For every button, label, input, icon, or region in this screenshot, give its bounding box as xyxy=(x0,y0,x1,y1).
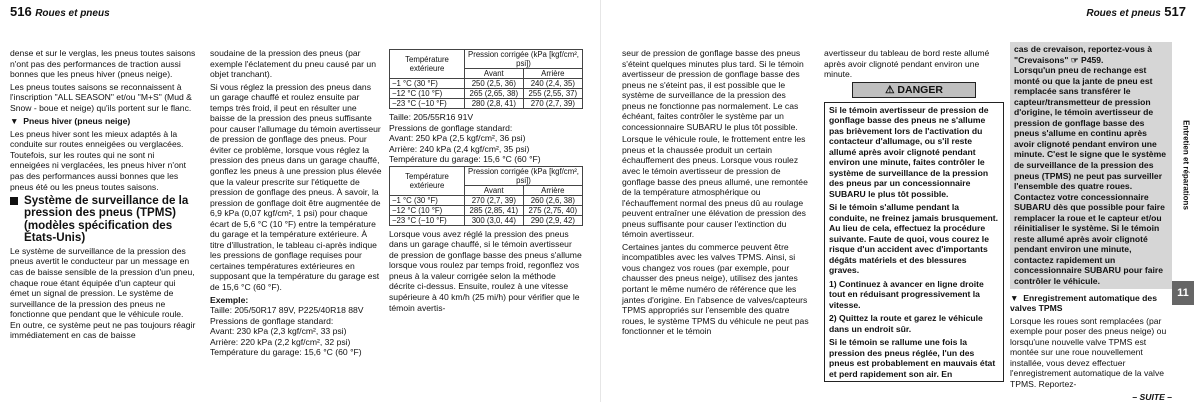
standard-pressure-label: Pressions de gonflage standard: xyxy=(210,315,334,326)
page-gutter xyxy=(600,0,601,402)
table-header-temp: Température extérieure xyxy=(390,50,465,79)
danger-paragraph: Si le témoin se rallume une fois la pression des pneus réglée, l'un des pneus est probablement en mauvais état et perd rapidement son air. En xyxy=(829,337,996,379)
danger-title: ⚠ DANGER xyxy=(852,82,976,98)
continued-marker: – SUITE – xyxy=(1132,391,1172,402)
danger-paragraph: Si le témoin s'allume pendant la conduite, ne freinez jamais brusquement. Au lieu de cela, effectuez la procédure suivante. Faute de quoi, vous courez le risque d'un accident avec d'importants dégâts matériels et des blessures graves. xyxy=(829,202,999,276)
paragraph: Le système de surveillance de la pression des pneus avertit le conducteur par un message en cas de baisse sensible de la pression d'un pneu, chaque roue étant équipée d'un capteur qui émet un signal de pression. Le système de surveillance de la pression des pneus ne fonctionne que pendant que le véhicule roule. En outre, ce système peut ne pas toujours réagir immédiatement en cas de baisse xyxy=(10,245,196,341)
table-header-rear: Arrière xyxy=(523,185,582,195)
table-header-front: Avant xyxy=(465,185,524,195)
subsection-heading: ▼ Enregistrement automatique des valves TPMS xyxy=(1010,292,1157,314)
left-page-number: 516 xyxy=(10,4,32,19)
paragraph: Lorsque le véhicule roule, le frottement entre les pneus et la chaussée produit un certain échauffement des pneus. Lorsque vous roulez avec le témoin avertisseur de pression de gonflage basse des pneus allumé, une remontée de la température atmosphérique ou l'échauffement normal des pneus dû au roulage peuvent entraîner une élévation de pression des pneus suffisante pour causer l'extinction du témoin avertisseur. xyxy=(622,134,808,240)
tire-size: Taille: 205/55R16 91V xyxy=(389,112,474,122)
table-header-pressure: Pression corrigée (kPa [kgf/cm², psi]) xyxy=(465,50,583,69)
table-row: −23 °C (−10 °F) 280 (2,8, 41) 270 (2,7, 39) xyxy=(390,99,583,109)
paragraph: Les pneus hiver sont les mieux adaptés à la conduite sur routes enneigées ou verglacées. Toutefois, sur les routes qui ne sont ni enneigées ni verglacées, les pneus hiver n'ont pas des performances aussi bonnes que les pneus été ou les pneus toutes saisons. xyxy=(10,128,187,192)
table-row: −12 °C (10 °F) 285 (2,85, 41) 275 (2,75, 40) xyxy=(390,205,583,215)
right-page xyxy=(612,0,1200,402)
table-row: −1 °C (30 °F) 250 (2,5, 36) 240 (2,4, 35) xyxy=(390,79,583,89)
paragraph: seur de pression de gonflage basse des pneus s'éteint quelques minutes plus tard. Si le témoin avertisseur de pression de gonflage basse des pneus ne s'éteint pas, il est possible que le système de surveillance de la pression des pneus ne fonctionne pas normalement. Le cas échéant, faites contrôler le système par un concessionnaire SUBARU le plus tôt possible. xyxy=(622,48,804,132)
right-column-3 xyxy=(1010,42,1172,402)
danger-step: 1) Continuez à avancer en ligne droite tout en réduisant progressivement la vitesse. xyxy=(829,278,984,310)
garage-temperature: Température du garage: 15,6 °C (60 °F) xyxy=(389,154,541,165)
chapter-tab: 11 xyxy=(1172,281,1194,305)
right-page-title: Roues et pneus xyxy=(1086,8,1161,19)
front-pressure: Avant: 250 kPa (2,5 kgf/cm², 36 psi) xyxy=(389,133,526,144)
table-header-temp: Température extérieure xyxy=(390,166,465,195)
paragraph: soudaine de la pression des pneus (par exemple l'éclatement du pneu causé par un objet tranchant). xyxy=(210,48,376,80)
table-row: −1 °C (30 °F) 270 (2,7, 39) 260 (2,6, 38) xyxy=(390,195,583,205)
pressure-table-2 xyxy=(389,166,583,226)
danger-box xyxy=(824,102,1004,383)
pressure-table-1 xyxy=(389,49,583,109)
paragraph: avertisseur du tableau de bord reste allumé après avoir clignoté pendant environ une minute. xyxy=(824,48,990,80)
chapter-side-label: Entretien et réparations xyxy=(1181,120,1191,210)
subsection-heading: ▼ Pneus hiver (pneus neige) xyxy=(10,116,131,127)
rear-pressure: Arrière: 220 kPa (2,2 kgf/cm², 32 psi) xyxy=(210,336,351,347)
paragraph: Les pneus toutes saisons se reconnaissent à l'inscription "ALL SEASON" et/ou "M+S" (Mud & Snow - boue et neige) qu'ils portent sur le flanc. xyxy=(10,81,192,113)
right-column-2 xyxy=(824,48,1004,382)
table-header-rear: Arrière xyxy=(523,69,582,79)
table-header-pressure: Pression corrigée (kPa [kgf/cm², psi]) xyxy=(465,166,583,185)
rear-pressure: Arrière: 240 kPa (2,4 kgf/cm², 35 psi) xyxy=(389,143,530,154)
left-column-1 xyxy=(10,48,196,343)
warning-shaded-block: cas de crevaison, reportez-vous à "Crevaisons" ☞ P459. Lorsqu'un pneu de rechange est monté ou que la jante de pneu est remplacée sans transférer le capteur/transmetteur de pression d'origine, le témoin avertisseur de pression de gonflage basse des pneus s'allume en continu après avoir clignoté pendant environ une minute. C'est le signe que le système de surveillance de la pression des pneus (TPMS) ne peut pas surveiller l'ensemble des quatre roues. Contactez votre concessionnaire SUBARU dès que possible pour faire remplacer la roue et le capteur et/ou réinitialiser le système. Si le témoin reste allumé après avoir clignoté pendant environ une minute, contactez rapidement un concessionnaire SUBARU pour faire contrôler le véhicule. xyxy=(1010,42,1172,289)
paragraph: Lorsque les roues sont remplacées (par exemple pour poser des pneus neige) ou lorsqu'une nouvelle valve TPMS est montée sur une roue nouvellement installée, vous devez effectuer l'enregistrement automatique de la valve TPMS. Reportez- xyxy=(1010,315,1167,389)
section-heading: Système de surveillance de la pression des pneus (TPMS) (modèles spécification des États-Unis) xyxy=(10,195,196,244)
paragraph: dense et sur le verglas, les pneus toutes saisons n'ont pas des performances de traction aussi bonnes que les pneus hiver (pneus neige). xyxy=(10,48,196,80)
garage-temperature: Température du garage: 15,6 °C (60 °F) xyxy=(210,347,362,358)
paragraph: Certaines jantes du commerce peuvent être incompatibles avec les valves TPMS. Ainsi, si vous changez vos roues (par exemple, pour chausser des pneus neige), utilisez des jantes portant le même numéro de référence que les jantes d'origine. En l'absence de valves/capteurs TPMS appropriés sur l'ensemble des quatre roues, le système TPMS du véhicule ne peut pas fonctionner et le témoin xyxy=(622,241,809,337)
table-header-front: Avant xyxy=(465,69,524,79)
paragraph: Lorsque vous avez réglé la pression des pneus dans un garage chauffé, si le témoin avertisseur de pression de gonflage basse des pneus s'allume lorsque vous roulez par temps froid, regonflez vos pneus à la valeur corrigée selon la méthode décrite ci-dessus. Ensuite, roulez à une vitesse supérieure à 40 km/h (25 mi/h) pour vérifier que le témoin avertis- xyxy=(389,228,582,313)
danger-step: 2) Quittez la route et garez le véhicule dans un endroit sûr. xyxy=(829,313,983,334)
left-column-3 xyxy=(389,48,583,315)
right-column-1 xyxy=(622,48,810,339)
left-header xyxy=(10,4,110,20)
right-header xyxy=(1086,4,1186,20)
left-page-title: Roues et pneus xyxy=(35,8,110,19)
left-page xyxy=(0,0,588,402)
section-square-icon xyxy=(10,197,18,205)
example-label: Exemple: xyxy=(210,294,249,305)
table-row: −23 °C (−10 °F) 300 (3,0, 44) 290 (2,9, 42) xyxy=(390,215,583,225)
danger-paragraph: Si le témoin avertisseur de pression de gonflage basse des pneus ne s'allume pas brièvement lors de l'activation du contacteur d'allumage, ou s'il reste allumé après avoir clignoté pendant environ une minute, faites contrôler le système de surveillance de la pression des pneus par un concessionnaire SUBARU le plus tôt possible. xyxy=(829,104,989,199)
standard-pressure-label: Pressions de gonflage standard: xyxy=(389,122,513,133)
tire-size: Taille: 205/50R17 89V, P225/40R18 88V xyxy=(210,305,364,316)
left-column-2 xyxy=(210,48,382,358)
front-pressure: Avant: 230 kPa (2,3 kgf/cm², 33 psi) xyxy=(210,326,347,337)
right-page-number: 517 xyxy=(1164,4,1186,19)
paragraph: Si vous réglez la pression des pneus dans un garage chauffé et roulez ensuite par temps très froid, il peut en résulter une baisse de la pression des pneus suffisante pour causer l'allumage du témoin avertisseur de pression de gonflage des pneus. Pour éviter ce problème, lorsque vous réglez la pression des pneus dans un garage chauffé, gonflez les pneus à une pression plus élevée que la valeur prescrite sur l'étiquette de pression de gonflage des pneus. À savoir, la pression de gonflage doit être augmentée de 6,9 kPa (0,07 kgf/cm², 1 psi) pour chaque écart de 5,6 °C (10 °F) entre la température du garage et la température extérieure. À titre d'illustration, le tableau ci-après indique les pressions de gonflage requises pour certaines températures extérieures en supposant que la température du garage est de 15,6 °C (60 °F). xyxy=(210,81,382,293)
table-row: −12 °C (10 °F) 265 (2,65, 38) 255 (2,55, 37) xyxy=(390,89,583,99)
